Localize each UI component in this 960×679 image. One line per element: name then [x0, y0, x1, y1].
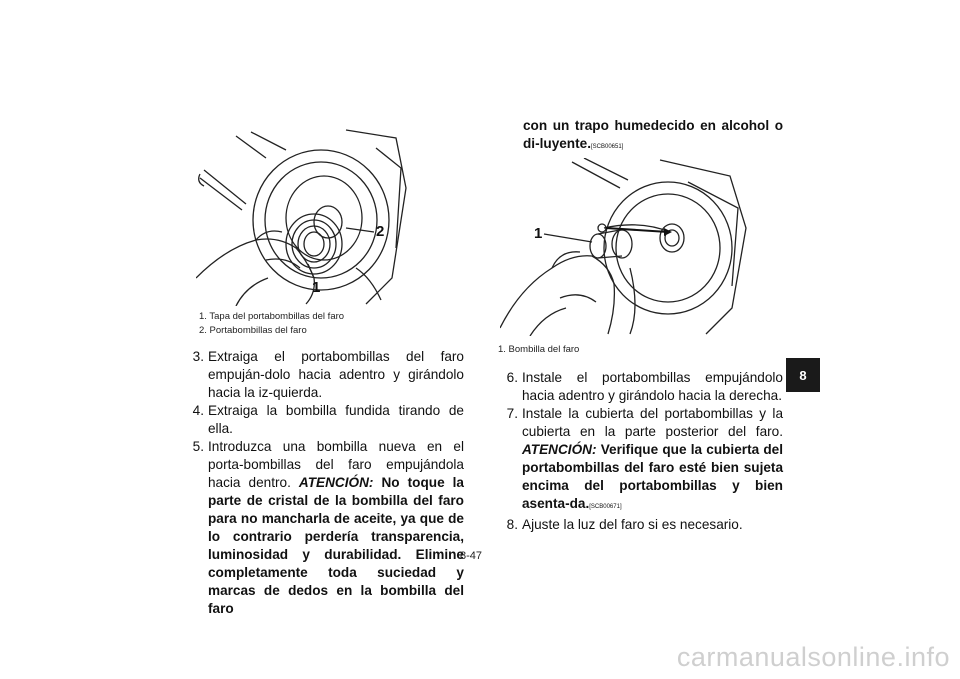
step-item	[500, 405, 783, 516]
continuation-text: con un trapo humedecido en alcohol o di-luyente.	[523, 118, 783, 151]
callout-1: 1	[312, 279, 321, 296]
step-item	[500, 516, 783, 534]
illustration-bulb-install	[500, 158, 750, 336]
step-item	[186, 402, 464, 438]
step-item	[186, 438, 464, 618]
figure1-captions	[199, 310, 344, 338]
caution-code: [SCB00671]	[589, 504, 622, 510]
figure-headlight-cover	[196, 128, 408, 306]
step-number: 4.	[192, 403, 204, 418]
step-text: Extraiga la bombilla fundida tirando de ella.	[208, 403, 464, 436]
caution-text: Verifique que la cubierta del portabombillas del faro esté bien sujeta encima del portabombillas y bien asenta-da.	[522, 442, 783, 511]
page-number: 8-47	[460, 550, 483, 562]
right-column-steps	[500, 369, 783, 534]
step-number: 5.	[192, 439, 204, 454]
section-tab: 8	[786, 358, 820, 392]
caption-item: 1. Bombilla del faro	[498, 344, 580, 355]
step-text: Ajuste la luz del faro si es necesario.	[522, 517, 743, 532]
caution-label: ATENCIÓN:	[298, 475, 374, 490]
right-continuation	[523, 117, 783, 156]
callout-2: 2	[376, 223, 385, 240]
callout-1: 1	[534, 225, 543, 242]
step-number: 6.	[506, 370, 518, 385]
caption-item: 1. Tapa del portabombillas del faro	[199, 311, 345, 322]
step-text: Instale la cubierta del portabombillas y la cubierta en la parte posterior del faro.	[522, 406, 783, 439]
caution-text: No toque la parte de cristal de la bombilla del faro para no mancharla de aceite, ya que de lo contrario perdería transparencia, luminosidad y durabilidad. Elimine completamente toda suciedad y marcas de dedos en la bombilla del faro	[208, 475, 464, 616]
step-text: Extraiga el portabombillas del faro empuján-dolo hacia adentro y girándolo hacia la iz-quierda.	[208, 349, 464, 400]
left-column-steps	[186, 348, 464, 618]
caption-item: 2. Portabombillas del faro	[199, 325, 307, 336]
step-text: Introduzca una bombilla nueva en el porta-bombillas del faro empujándola hacia dentro.	[208, 439, 464, 490]
figure-headlight-bulb	[500, 158, 750, 336]
step-number: 7.	[506, 406, 518, 421]
figure2-captions	[498, 343, 579, 357]
step-text: Instale el portabombillas empujándolo hacia adentro y girándolo hacia la derecha.	[522, 370, 783, 403]
watermark: carmanualsonline.info	[676, 642, 950, 672]
step-item	[186, 348, 464, 402]
step-number: 3.	[192, 349, 204, 364]
illustration-bulb-holder-cover	[196, 128, 408, 306]
caution-code: [SCB00651]	[590, 144, 624, 150]
caution-label: ATENCIÓN:	[522, 442, 597, 457]
step-item	[500, 369, 783, 405]
step-number: 8.	[506, 517, 518, 532]
